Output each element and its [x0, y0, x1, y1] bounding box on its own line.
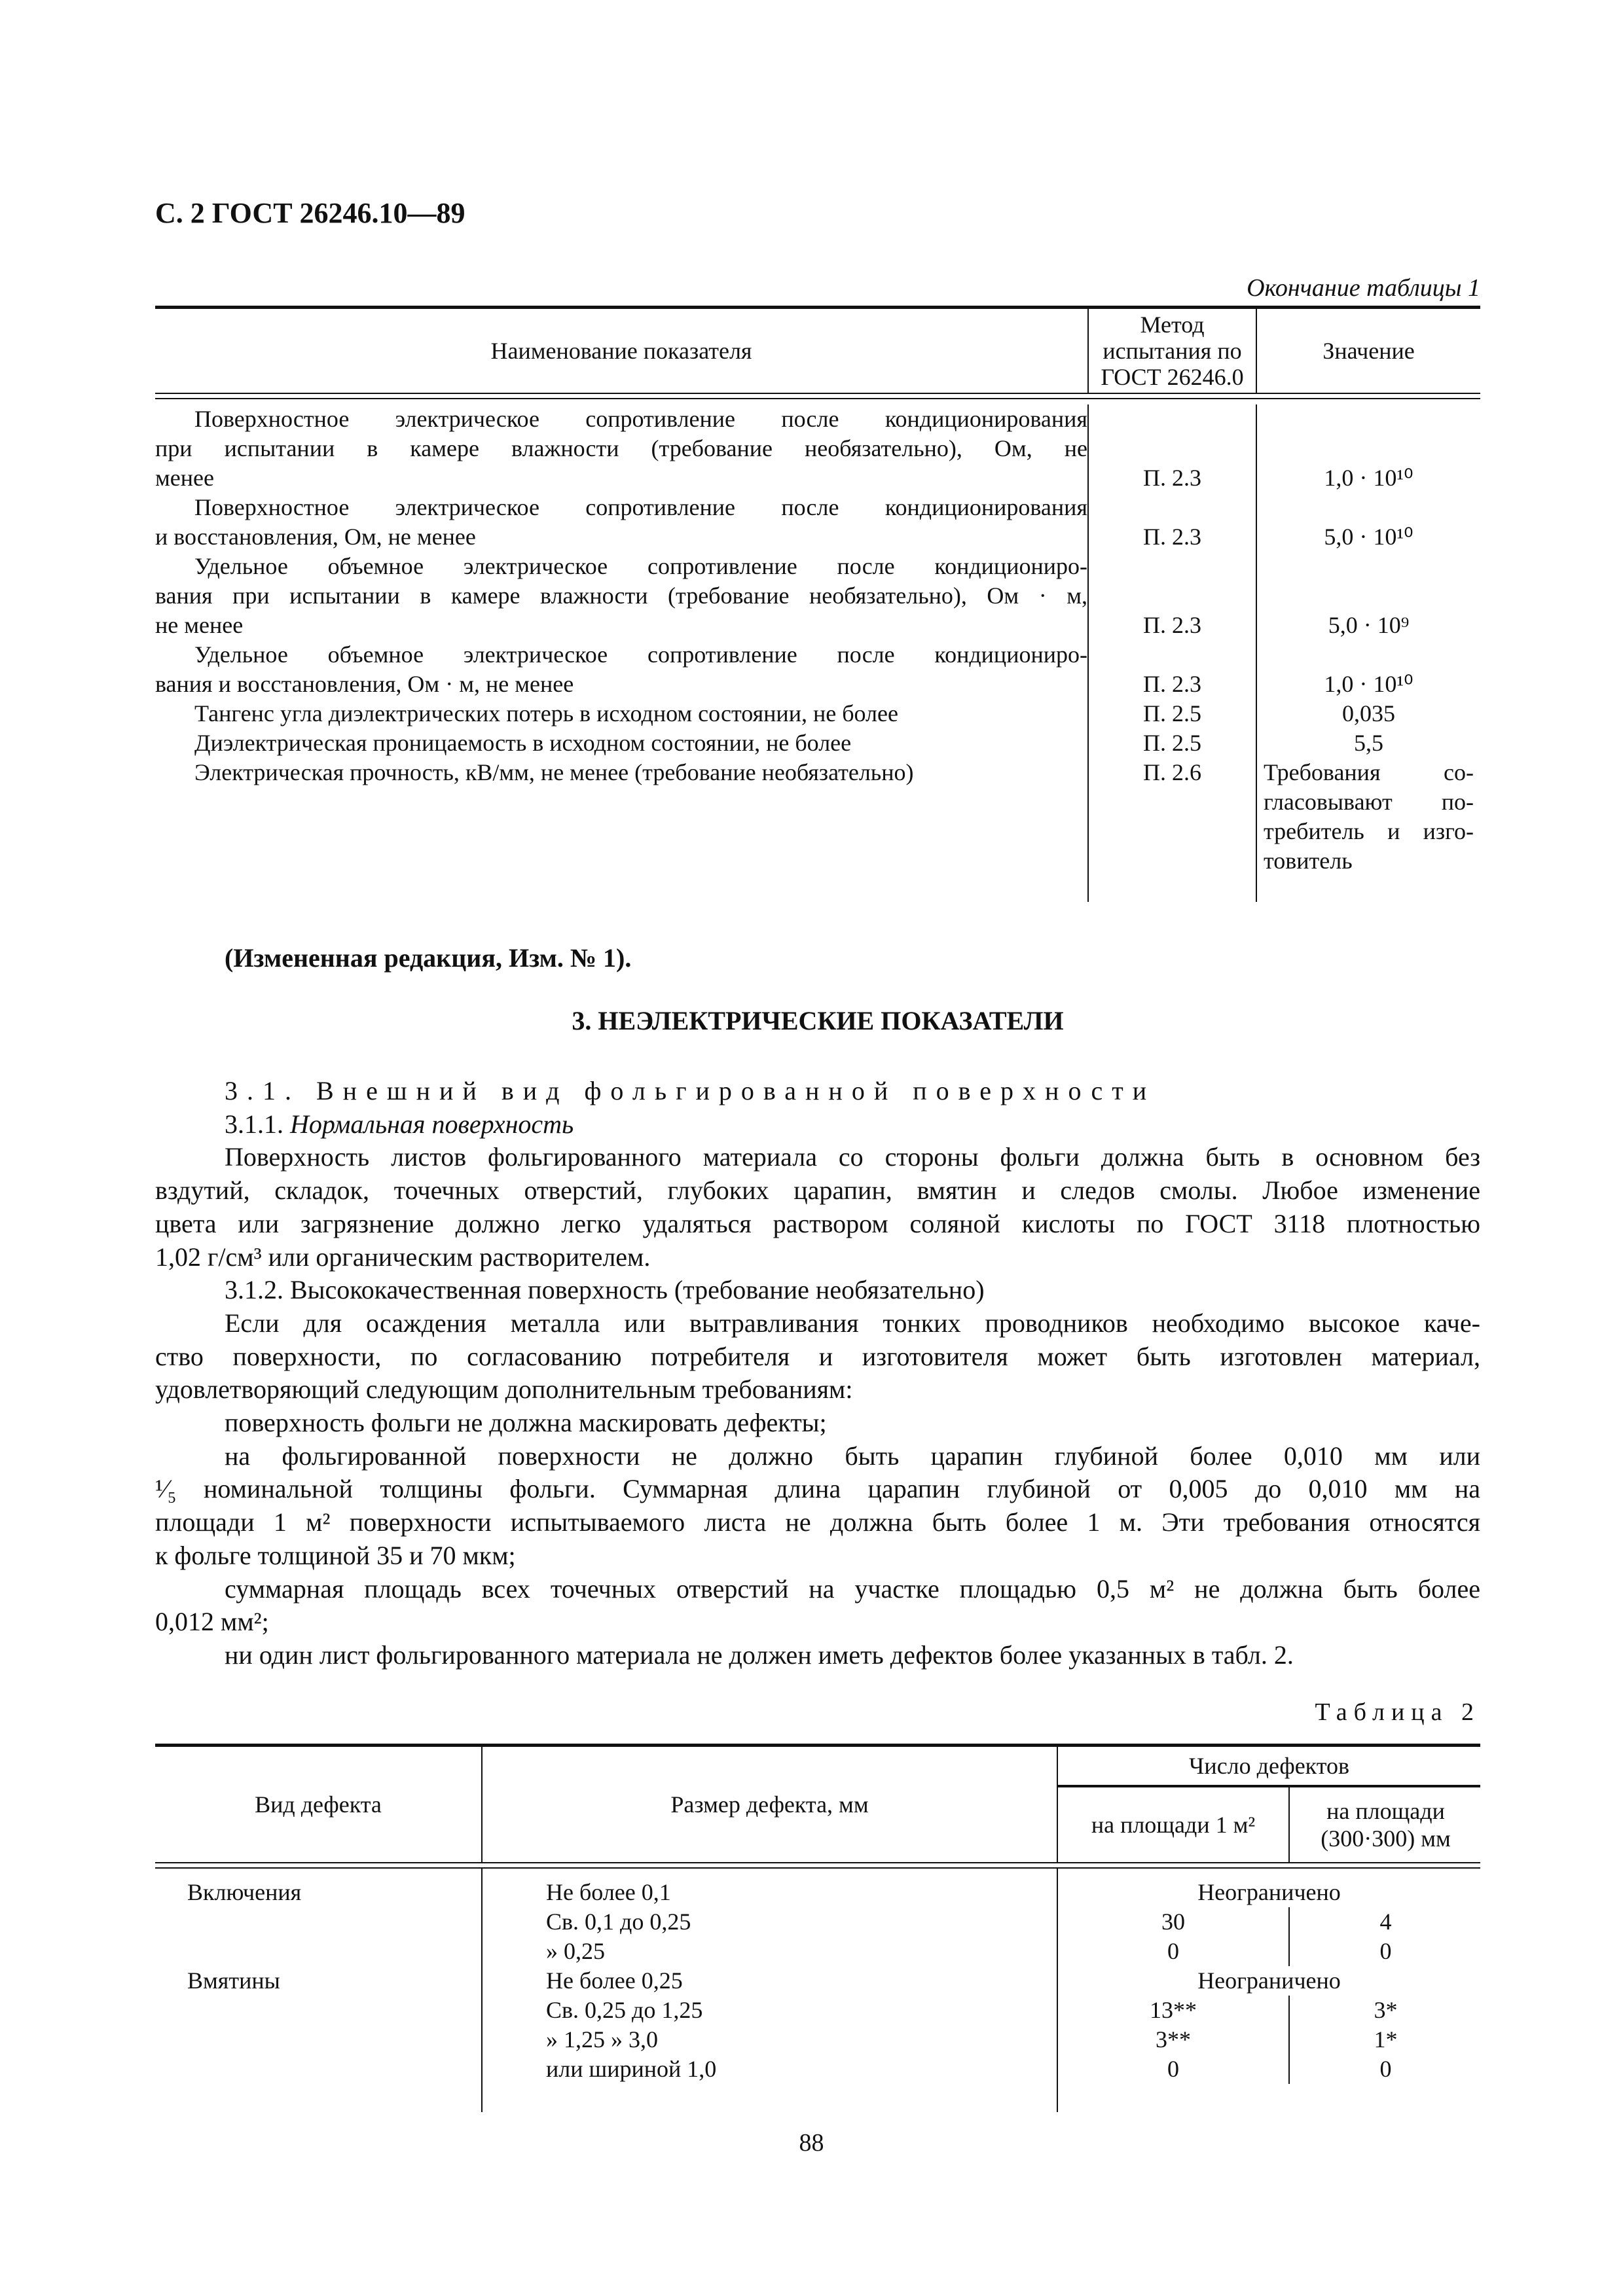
count-per-300x300: 3*: [1288, 1996, 1482, 2025]
defect-count: [1058, 1937, 1480, 1966]
value-line: гласовывают по-: [1264, 789, 1474, 815]
indicator-value: 1,0 · 10¹⁰: [1324, 465, 1413, 491]
defect-type: Включения: [187, 1879, 302, 1905]
text-line: к фольге толщиной 35 и 70 мкм;: [155, 1540, 516, 1570]
defect-count: Неограничено: [1197, 1879, 1341, 1905]
defect-size-column: [481, 1869, 1057, 2112]
column-header-name: Наименование показателя: [490, 338, 752, 364]
table-2-label: Таблица 2: [1315, 1698, 1480, 1726]
body-text: [155, 1075, 1480, 1672]
defect-size: » 0,25: [546, 1938, 605, 1964]
defect-size: Не более 0,1: [546, 1879, 671, 1905]
table-row: [155, 758, 1480, 902]
defect-size: Св. 0,25 до 1,25: [546, 1997, 703, 2023]
text-line: удовлетворяющий следующим дополнительным требованиям:: [155, 1374, 853, 1405]
column-header-count-group: [1057, 1747, 1480, 1862]
test-method: П. 2.3: [1143, 524, 1201, 550]
count-per-1m2: 13**: [1150, 1997, 1197, 2023]
indicator-name: [155, 728, 1087, 758]
count-per-1m2: 30: [1161, 1909, 1185, 1935]
test-method: П. 2.3: [1143, 612, 1201, 638]
text-line: площади 1 м² поверхности испытываемого листа не должна быть более 1 м. Эти требования относятся: [155, 1507, 1480, 1537]
count-per-300x300: 4: [1288, 1907, 1482, 1937]
test-method: П. 2.3: [1143, 465, 1201, 491]
indicator-value: 5,0 · 10⁹: [1328, 612, 1410, 638]
amendment-note: (Измененная редакция, Изм. № 1).: [225, 943, 632, 973]
indicator-value: 5,0 · 10¹⁰: [1324, 524, 1413, 550]
table-header: [155, 1747, 1480, 1862]
test-method: П. 2.5: [1143, 700, 1201, 726]
count-per-1m2: 3**: [1156, 2026, 1191, 2053]
value-line: товитель: [1264, 848, 1353, 874]
defect-count: [1058, 2025, 1480, 2054]
indicator-name-line: Удельное объемное электрическое сопротивление после кондициониро-: [194, 553, 1087, 579]
value-line: Требования со-: [1264, 759, 1474, 785]
defect-size: Не более 0,25: [546, 1967, 683, 1994]
defect-size: » 1,25 » 3,0: [546, 2026, 658, 2053]
text-line: Если для осаждения металла или вытравливания тонких проводников необходимо высокое каче-: [225, 1308, 1480, 1338]
table-2: [155, 1744, 1480, 2112]
count-per-1m2: 0: [1167, 1938, 1179, 1964]
indicator-name-line: Тангенс угла диэлектрических потерь в исходном состоянии, не более: [194, 700, 898, 726]
indicator-name-line: Удельное объемное электрическое сопротивление после кондициониро-: [194, 641, 1087, 668]
page-header: С. 2 ГОСТ 26246.10—89: [155, 197, 465, 229]
table-header: [155, 309, 1480, 393]
table-row: [155, 699, 1480, 728]
indicator-name-line: менее: [155, 465, 214, 491]
header-double-rule: [155, 393, 1480, 399]
indicator-name: [155, 699, 1087, 728]
indicator-value: 0,035: [1342, 700, 1395, 726]
defect-count: [1058, 1996, 1480, 2025]
column-header-value: Значение: [1256, 309, 1480, 393]
table-continuation-label: Окончание таблицы 1: [1247, 274, 1480, 302]
count-per-300x300: 1*: [1288, 2025, 1482, 2054]
column-header-type: Вид дефекта: [255, 1791, 382, 1818]
defect-count-column: [1057, 1869, 1480, 2112]
indicator-name: [155, 552, 1087, 640]
indicator-name: [155, 404, 1087, 493]
test-method: П. 2.3: [1143, 671, 1201, 697]
text-line: цвета или загрязнение должно легко удаляться раствором соляной кислоты по ГОСТ 3118 плотностью: [155, 1208, 1480, 1238]
indicator-name-line: при испытании в камере влажности (требование необязательно), Ом, не: [155, 435, 1087, 461]
defect-size: или шириной 1,0: [546, 2056, 717, 2082]
indicator-name-line: вания и восстановления, Ом · м, не менее: [155, 671, 574, 697]
text-line: ни один лист фольгированного материала не должен иметь дефектов более указанных в табл. 2.: [225, 1640, 1294, 1670]
text-line: 0,012 мм²;: [155, 1607, 269, 1637]
column-header-method: Метод испытания по ГОСТ 26246.0: [1087, 309, 1256, 393]
clause-title: Нормальная поверхность: [290, 1109, 574, 1139]
subheader-1m2: на площади 1 м²: [1091, 1812, 1256, 1838]
table-row: [155, 728, 1480, 758]
clause-heading: [155, 1108, 1480, 1141]
text-line: вздутий, складок, точечных отверстий, глубоких царапин, вмятин и следов смолы. Любое изменение: [155, 1175, 1480, 1206]
table-body: [155, 399, 1480, 902]
table-row: [155, 493, 1480, 552]
count-per-1m2: 0: [1167, 2056, 1179, 2082]
indicator-name-line: Поверхностное электрическое сопротивление после кондиционирования: [194, 494, 1087, 520]
indicator-name-line: вания при испытании в камере влажности (требование необязательно), Ом · м,: [155, 583, 1087, 609]
table-body: [155, 1869, 1480, 2112]
text-line: Поверхность листов фольгированного материала со стороны фольги должна быть в основном без: [225, 1142, 1480, 1172]
text-line: суммарная площадь всех точечных отверстий на участке площадью 0,5 м² не должна быть более: [225, 1573, 1480, 1604]
count-per-300x300: 0: [1288, 1937, 1482, 1966]
column-header-count: Число дефектов: [1058, 1747, 1480, 1787]
defect-type-column: [155, 1869, 481, 2112]
indicator-name: [155, 758, 1087, 902]
subsection-heading: 3.1. Внешний вид фольгированной поверхности: [225, 1076, 1156, 1105]
test-method: П. 2.6: [1143, 759, 1201, 785]
defect-count: [1058, 2054, 1480, 2084]
page-number: 88: [799, 2129, 824, 2157]
text-line: на фольгированной поверхности не должно быть царапин глубиной более 0,010 мм или: [225, 1441, 1480, 1471]
table-1: [155, 306, 1480, 902]
table-row: [155, 404, 1480, 493]
indicator-value: 1,0 · 10¹⁰: [1324, 671, 1413, 697]
defect-type: Вмятины: [187, 1967, 280, 1994]
section-title: 3. НЕЭЛЕКТРИЧЕСКИЕ ПОКАЗАТЕЛИ: [572, 1006, 1064, 1035]
clause-number: 3.1.1.: [225, 1109, 290, 1139]
defect-count: [1058, 1907, 1480, 1937]
value-line: требитель и изго-: [1264, 818, 1474, 844]
text-line: ство поверхности, по согласованию потребителя и изготовителя может быть изготовлен материал,: [155, 1341, 1480, 1371]
subheader-300x300: на площади (300·300) мм: [1288, 1787, 1482, 1862]
header-double-rule: [155, 1862, 1480, 1869]
text-line: ¹⁄₅ номинальной толщины фольги. Суммарная длина царапин глубиной от 0,005 до 0,010 мм на: [155, 1474, 1480, 1504]
indicator-name-line: не менее: [155, 612, 244, 638]
indicator-name-line: Поверхностное электрическое сопротивление после кондиционирования: [194, 406, 1087, 432]
clause-heading: 3.1.2. Высококачественная поверхность (требование необязательно): [225, 1275, 985, 1305]
text-line: поверхность фольги не должна маскировать дефекты;: [225, 1408, 827, 1438]
count-per-300x300: 0: [1288, 2054, 1482, 2084]
indicator-name-line: Электрическая прочность, кВ/мм, не менее (требование необязательно): [194, 759, 914, 785]
column-header-size: Размер дефекта, мм: [481, 1747, 1057, 1862]
test-method: П. 2.5: [1143, 730, 1201, 756]
indicator-name: [155, 493, 1087, 552]
indicator-value: 5,5: [1354, 730, 1383, 756]
table-row: [155, 640, 1480, 699]
defect-count: Неограничено: [1197, 1967, 1341, 1994]
indicator-name-line: и восстановления, Ом, не менее: [155, 524, 476, 550]
defect-size: Св. 0,1 до 0,25: [546, 1909, 691, 1935]
indicator-name-line: Диэлектрическая проницаемость в исходном состоянии, не более: [194, 730, 852, 756]
table-row: [155, 552, 1480, 640]
text-line: 1,02 г/см³ или органическим растворителем.: [155, 1242, 651, 1272]
indicator-name: [155, 640, 1087, 699]
